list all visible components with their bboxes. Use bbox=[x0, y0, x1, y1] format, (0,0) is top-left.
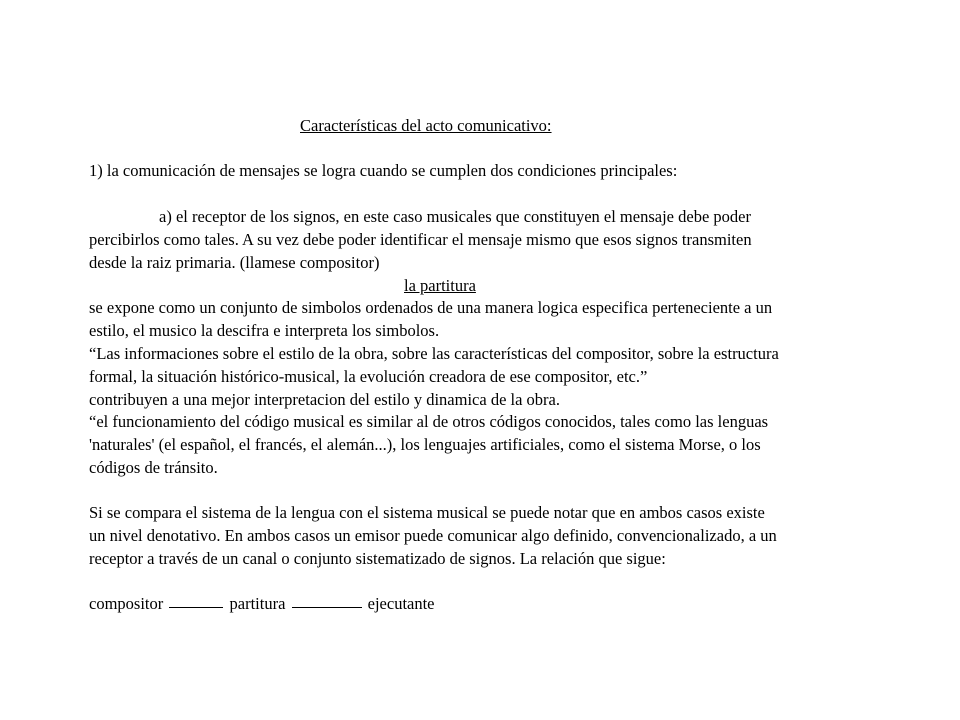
partitura-line-4: formal, la situación histórico-musical, la evolución creadora de ese compositor, etc.” bbox=[89, 367, 648, 386]
relation-diagram bbox=[89, 594, 435, 614]
comparison-line-3: receptor a través de un canal o conjunto sistematizado de signos. La relación que sigue: bbox=[89, 549, 666, 568]
relation-partitura: partitura bbox=[229, 594, 286, 613]
partitura-line-3: “Las informaciones sobre el estilo de la obra, sobre las características del compositor, sobre la estructura bbox=[89, 344, 779, 363]
relation-connector-1 bbox=[169, 607, 223, 608]
relation-ejecutante: ejecutante bbox=[367, 594, 435, 613]
point-1: 1) la comunicación de mensajes se logra cuando se cumplen dos condiciones principales: bbox=[89, 161, 678, 180]
partitura-line-8: códigos de tránsito. bbox=[89, 458, 218, 477]
document-heading: Características del acto comunicativo: bbox=[300, 116, 552, 135]
partitura-line-2: estilo, el musico la descifra e interpreta los simbolos. bbox=[89, 321, 440, 340]
comparison-line-1: Si se compara el sistema de la lengua con el sistema musical se puede notar que en ambos casos existe bbox=[89, 503, 765, 522]
partitura-line-6: “el funcionamiento del código musical es similar al de otros códigos conocidos, tales como las lenguas bbox=[89, 412, 769, 431]
comparison-line-2: un nivel denotativo. En ambos casos un emisor puede comunicar algo definido, convencionalizado, a un bbox=[89, 526, 777, 545]
relation-compositor: compositor bbox=[89, 594, 164, 613]
partitura-line-7: 'naturales' (el español, el francés, el alemán...), los lenguajes artificiales, como el sistema Morse, o los bbox=[89, 435, 761, 454]
paragraph-a-line-1: a) el receptor de los signos, en este caso musicales que constituyen el mensaje debe poder bbox=[159, 207, 751, 226]
relation-connector-2 bbox=[292, 607, 362, 608]
paragraph-a-line-2: percibirlos como tales. A su vez debe poder identificar el mensaje mismo que esos signos transmiten bbox=[89, 230, 752, 249]
partitura-line-5: contribuyen a una mejor interpretacion del estilo y dinamica de la obra. bbox=[89, 390, 560, 409]
partitura-line-1: se expone como un conjunto de simbolos ordenados de una manera logica especifica perteneciente a un bbox=[89, 298, 773, 317]
subheading-partitura: la partitura bbox=[404, 276, 476, 295]
paragraph-a-line-3: desde la raiz primaria. (llamese compositor) bbox=[89, 253, 380, 272]
